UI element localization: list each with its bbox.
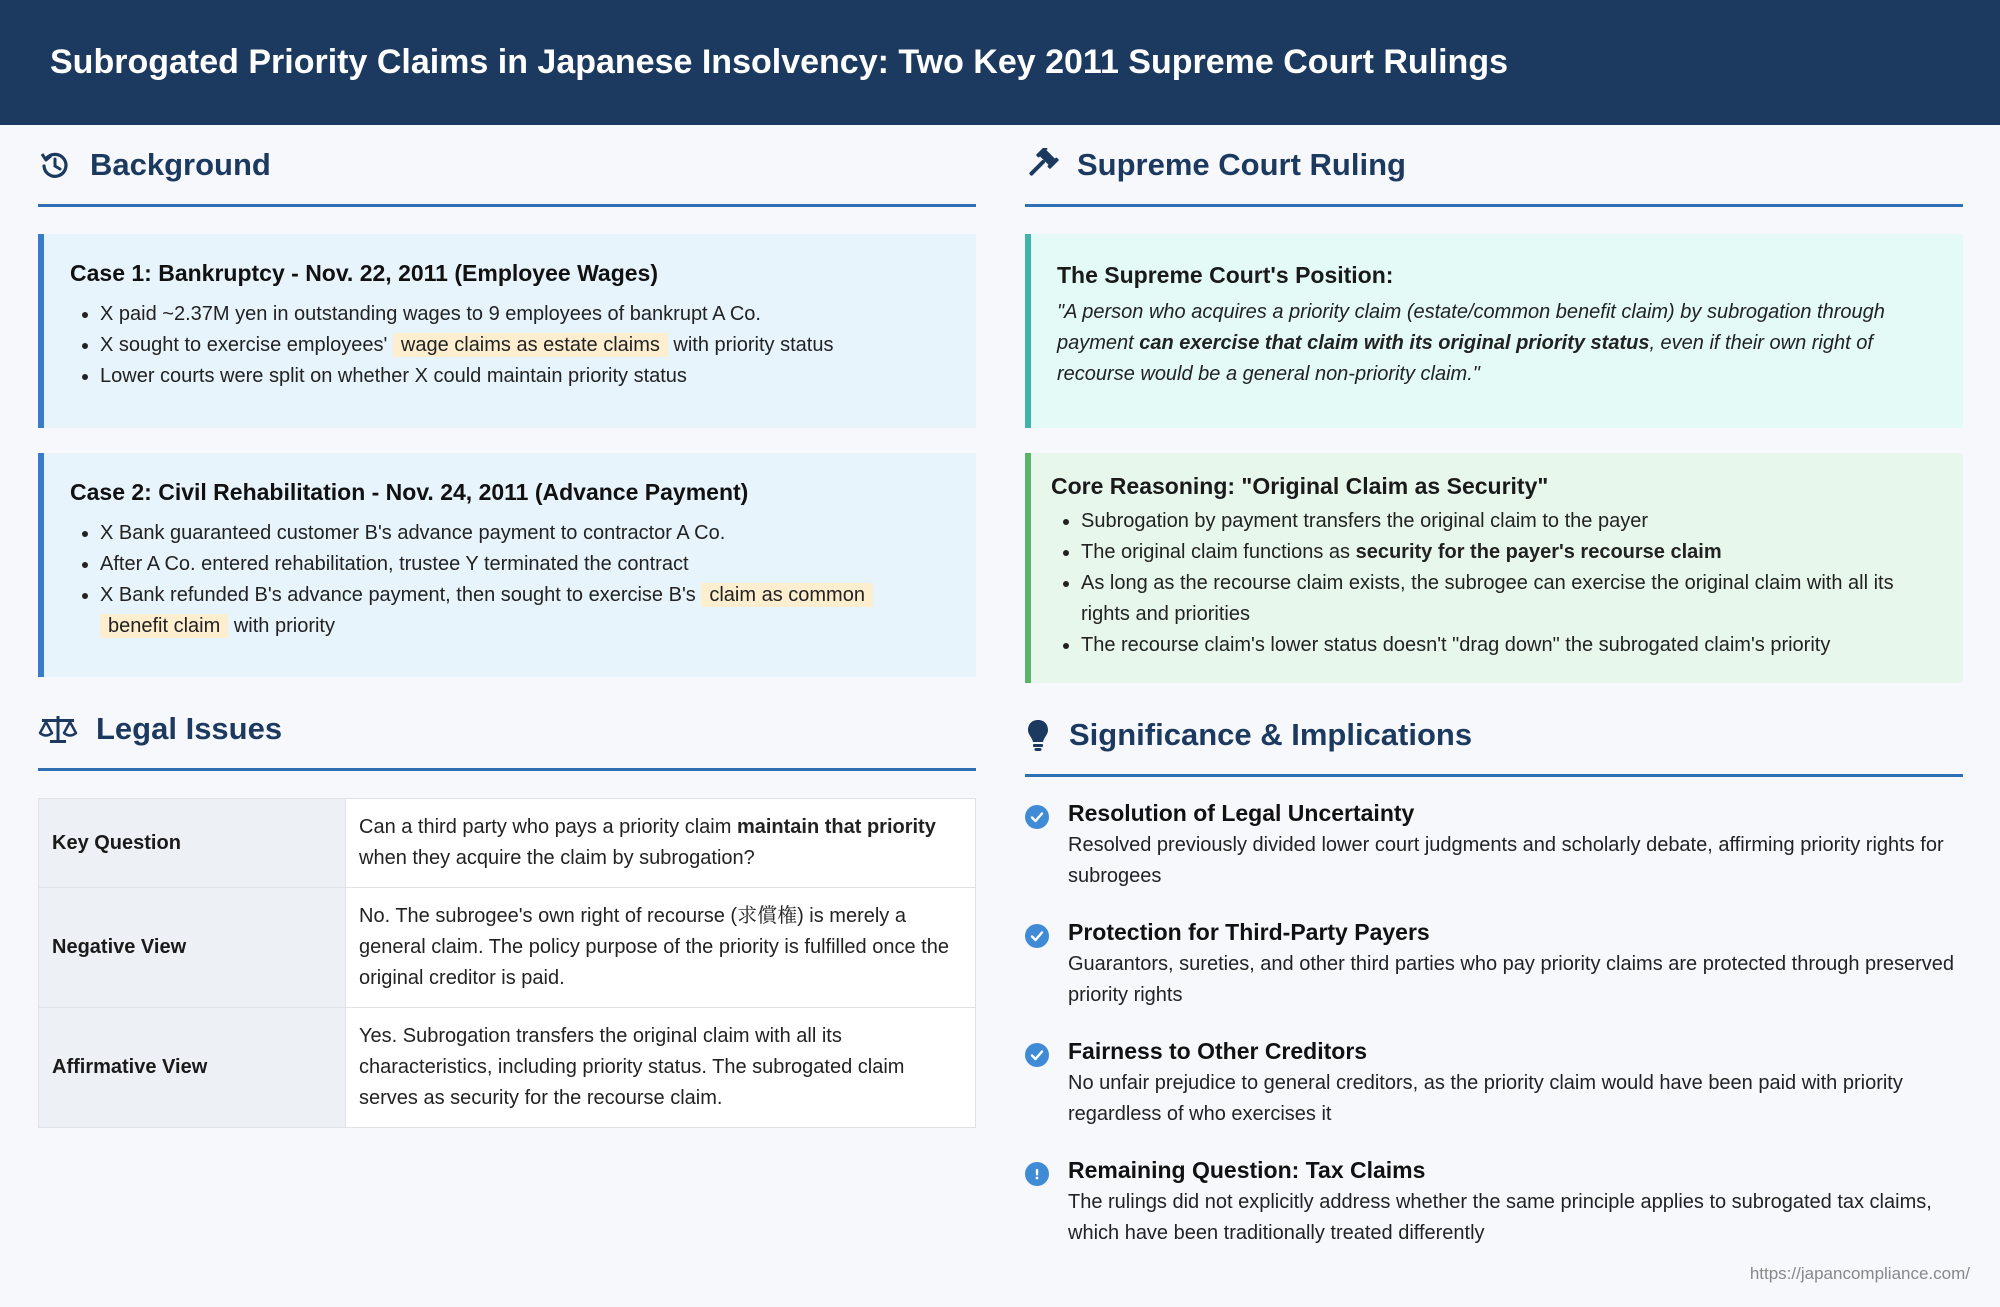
background-title: Background [90, 146, 271, 182]
list-item [1025, 919, 1963, 1038]
list-item [100, 330, 948, 361]
list-item [1081, 506, 1937, 537]
implication-body [1068, 1157, 1963, 1249]
background-section-header [38, 125, 976, 207]
key-question-pre: Can a third party who pays a priority claim [359, 816, 732, 838]
negative-view-label: Negative View [39, 888, 346, 1008]
case2-card [38, 453, 976, 677]
implication-body [1068, 919, 1963, 1038]
case2-bullet1: X Bank guaranteed customer B's advance payment to contractor A Co. [100, 522, 726, 544]
source-url: https://japancompliance.com/ [1749, 1264, 1970, 1283]
list-item [100, 549, 948, 580]
list-item [100, 299, 948, 330]
list-item [1025, 1157, 1963, 1249]
implication-body [1068, 1038, 1963, 1157]
court-position-title: The Supreme Court's Position: [1057, 262, 1394, 288]
reason-bullet4: The recourse claim's lower status doesn't "drag down" the subrogated claim's priority [1081, 634, 1831, 656]
list-item [1025, 800, 1963, 919]
highlight: claim as common [701, 583, 873, 607]
reason-bullet1: Subrogation by payment transfers the original claim to the payer [1081, 510, 1648, 532]
scale-icon [38, 712, 78, 746]
implication-text: No unfair prejudice to general creditors, as the priority claim would have been paid with priority regardless of who exercises it [1068, 1072, 1903, 1125]
table-row [39, 1008, 976, 1128]
core-reasoning-list [1051, 506, 1937, 661]
list-item [1081, 568, 1937, 630]
legal-issues-title: Legal Issues [96, 710, 283, 746]
legal-issues-table [38, 798, 976, 1128]
case1-bullet2-post: with priority status [673, 334, 834, 356]
lightbulb-icon [1025, 718, 1051, 752]
affirmative-view-value: Yes. Subrogation transfers the original claim with all its characteristics, including priority status. The subrogated claim serves as security for the recourse claim. [346, 1008, 976, 1128]
gavel-icon [1025, 148, 1059, 182]
list-item [100, 361, 948, 392]
implication-title: Protection for Third-Party Payers [1068, 919, 1430, 945]
quote-post: , even if their own right of recourse would be a general non-priority claim." [1057, 332, 1873, 385]
implication-text: Guarantors, sureties, and other third parties who pay priority claims are protected through preserved priority rights [1068, 953, 1954, 1006]
significance-section-header [1025, 695, 1963, 777]
case2-bullet2: After A Co. entered rehabilitation, trustee Y terminated the contract [100, 553, 689, 575]
list-item [100, 518, 948, 549]
ruling-title: Supreme Court Ruling [1077, 146, 1406, 182]
core-reasoning-title: Core Reasoning: "Original Claim as Security" [1051, 473, 1549, 499]
court-position-card [1025, 234, 1963, 428]
legal-issues-section-header [38, 689, 976, 771]
implication-title: Resolution of Legal Uncertainty [1068, 800, 1415, 826]
right-column [1025, 125, 1963, 1249]
history-icon [38, 148, 72, 182]
case2-bullet3-pre: X Bank refunded B's advance payment, then sought to exercise B's [100, 584, 696, 606]
case1-list [70, 299, 948, 392]
case1-bullet1: X paid ~2.37M yen in outstanding wages to 9 employees of bankrupt A Co. [100, 303, 761, 325]
key-question-bold: maintain that priority [736, 816, 936, 838]
check-circle-icon [1025, 1043, 1049, 1067]
list-item [100, 580, 948, 642]
implication-body [1068, 800, 1963, 919]
core-reasoning-card [1025, 453, 1963, 683]
court-position-quote [1057, 297, 1933, 390]
table-row [39, 888, 976, 1008]
reason-bullet2-bold: security for the payer's recourse claim [1355, 541, 1722, 563]
case1-bullet2-pre: X sought to exercise employees' [100, 334, 388, 356]
highlight: wage claims as estate claims [393, 333, 668, 357]
check-circle-icon [1025, 805, 1049, 829]
case2-list [70, 518, 948, 642]
key-question-value [346, 799, 976, 888]
case2-title: Case 2: Civil Rehabilitation - Nov. 24, 2011 (Advance Payment) [70, 479, 749, 505]
affirmative-view-label: Affirmative View [39, 1008, 346, 1128]
reason-bullet3: As long as the recourse claim exists, the subrogee can exercise the original claim with all its rights and priorities [1081, 572, 1894, 625]
negative-view-value: No. The subrogee's own right of recourse (求償権) is merely a general claim. The policy purpose of the priority is fulfilled once the original creditor is paid. [346, 888, 976, 1008]
reason-bullet2-pre: The original claim functions as [1081, 541, 1351, 563]
significance-title: Significance & Implications [1069, 716, 1473, 752]
highlight: benefit claim [100, 614, 228, 638]
case2-bullet3-post: with priority [233, 615, 335, 637]
implication-title: Fairness to Other Creditors [1068, 1038, 1368, 1064]
quote-pre: "A person who acquires a priority claim (estate/common benefit claim) by subrogation through payment [1057, 301, 1885, 354]
left-column [38, 125, 976, 1128]
case1-card [38, 234, 976, 428]
list-item [1025, 1038, 1963, 1157]
significance-list [1025, 800, 1963, 1249]
case1-bullet3: Lower courts were split on whether X could maintain priority status [100, 365, 687, 387]
table-row [39, 799, 976, 888]
implication-text: Resolved previously divided lower court judgments and scholarly debate, affirming priority rights for subrogees [1068, 834, 1944, 887]
key-question-post: when they acquire the claim by subrogation? [359, 847, 755, 869]
case1-title: Case 1: Bankruptcy - Nov. 22, 2011 (Employee Wages) [70, 260, 659, 286]
list-item [1081, 630, 1937, 661]
page-header [0, 0, 2000, 125]
exclamation-circle-icon [1025, 1162, 1049, 1186]
page-title: Subrogated Priority Claims in Japanese Insolvency: Two Key 2011 Supreme Court Rulings [50, 43, 1508, 81]
implication-title: Remaining Question: Tax Claims [1068, 1157, 1426, 1183]
check-circle-icon [1025, 924, 1049, 948]
ruling-section-header [1025, 125, 1963, 207]
key-question-label: Key Question [39, 799, 346, 888]
implication-text: The rulings did not explicitly address whether the same principle applies to subrogated tax claims, which have been traditionally treated differently [1068, 1191, 1932, 1244]
list-item [1081, 537, 1937, 568]
quote-bold: can exercise that claim with its original priority status [1139, 332, 1650, 354]
